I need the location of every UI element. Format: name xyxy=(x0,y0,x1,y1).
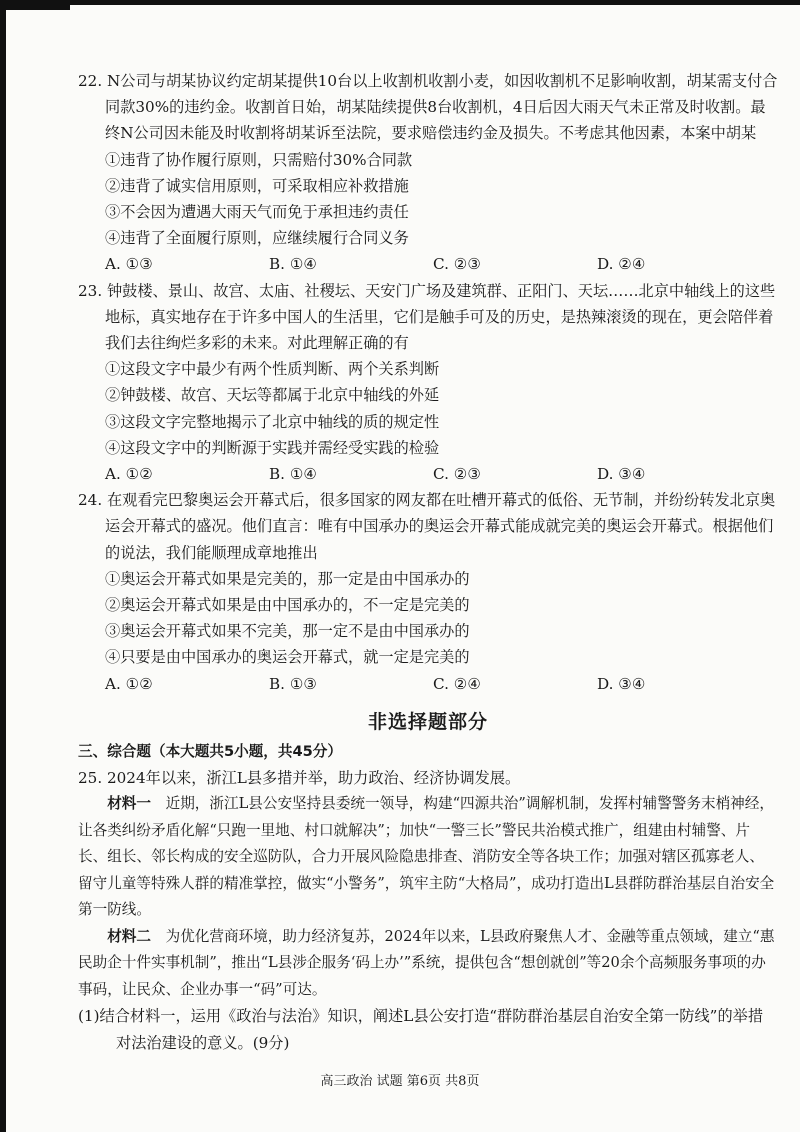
choice-d: D. ③④ xyxy=(597,674,646,693)
question-22-choices xyxy=(78,251,778,277)
choice-c: C. ②④ xyxy=(433,674,481,693)
choice-c: C. ②③ xyxy=(433,255,481,274)
question-23 xyxy=(78,278,778,488)
choice-a: A. ①② xyxy=(105,465,153,484)
question-23-option-3: ③这段文字完整地揭示了北京中轴线的质的规定性 xyxy=(105,412,440,431)
question-22 xyxy=(78,68,778,278)
choice-b: B. ①④ xyxy=(269,465,318,484)
material-2-label: 材料二 xyxy=(107,927,151,945)
choice-d: D. ②④ xyxy=(597,255,646,274)
material-1-label: 材料一 xyxy=(107,795,151,813)
part3-heading: 三、综合题（本大题共5小题，共45分） xyxy=(78,743,342,761)
question-22-option-4: ④违背了全面履行原则，应继续履行合同义务 xyxy=(105,229,409,248)
question-24-option-1: ①奥运会开幕式如果是完美的，那一定是由中国承办的 xyxy=(105,569,470,588)
question-25-sub-1: (1)结合材料一，运用《政治与法治》知识，阐述L县公安打造“群防群治基层自治安全第一防线”的举措对法治建设的意义。(9分) xyxy=(78,1007,764,1052)
question-24-option-3: ③奥运会开幕式如果不完美，那一定不是由中国承办的 xyxy=(105,622,470,641)
section-title: 非选择题部分 xyxy=(367,710,488,733)
question-25 xyxy=(78,765,778,1056)
question-23-stem: 23. 钟鼓楼、景山、故宫、太庙、社稷坛、天安门广场及建筑群、正阳门、天坛……北京中轴线上的这些地标，真实地存在于许多中国人的生活里，它们是触手可及的历史，是热辣滚烫的现在，更会陪伴着我们去往绚烂多彩的未来。对此理解正确的有 xyxy=(78,281,776,353)
choice-c: C. ②③ xyxy=(433,465,481,484)
choice-b: B. ①③ xyxy=(269,674,318,693)
question-23-option-1: ①这段文字中最少有两个性质判断、两个关系判断 xyxy=(105,360,440,379)
question-23-option-2: ②钟鼓楼、故宫、天坛等都属于北京中轴线的外延 xyxy=(105,386,440,405)
scan-border-top xyxy=(0,0,800,5)
question-25-stem: 25. 2024年以来，浙江L县多措并举，助力政治、经济协调发展。 xyxy=(78,769,521,788)
page-footer: 高三政治 试题 第6页 共8页 xyxy=(320,1074,480,1089)
material-1 xyxy=(78,791,778,924)
choice-b: B. ①④ xyxy=(269,255,318,274)
scan-border-left xyxy=(0,0,6,1132)
question-24 xyxy=(78,487,778,697)
question-24-option-4: ④只要是由中国承办的奥运会开幕式，就一定是完美的 xyxy=(105,648,470,667)
material-1-text: 近期，浙江L县公安坚持县委统一领导，构建“四源共治”调解机制，发挥村辅警警务末梢神经，让各类纠纷矛盾化解“只跑一里地、村口就解决”；加快“一警三长”警民共治模式推广，组建由村辅警、片长、组长、邻长构成的安全巡防队，合力开展风险隐患排查、消防安全等各块工作；加强对辖区孤寡老人、留守儿童等特殊人群的精准掌控，做实“小警务”，筑牢主防“大格局”，成功打造出L县群防群治基层自治安全第一防线。 xyxy=(78,795,775,919)
scan-corner xyxy=(0,0,70,10)
material-2-text: 为优化营商环境，助力经济复苏，2024年以来，L县政府聚焦人才、金融等重点领域，建立“惠民助企十件实事机制”，推出“L县涉企服务‘码上办’”系统，提供包含“想创就创”等20余个高频服务事项的办事码，让民众、企业办事一“码”可达。 xyxy=(78,927,775,998)
material-2 xyxy=(78,924,778,1004)
question-24-option-2: ②奥运会开幕式如果是由中国承办的，不一定是完美的 xyxy=(105,596,470,615)
question-23-choices xyxy=(78,461,778,487)
question-22-stem: 22. N公司与胡某协议约定胡某提供10台以上收割机收割小麦，如因收割机不足影响收割，胡某需支付合同款30%的违约金。收割首日始，胡某陆续提供8台收割机，4日后因大雨天气未正常及时收割。最终N公司因未能及时收割将胡某诉至法院，要求赔偿违约金及损失。不考虑其他因素，本案中胡某 xyxy=(78,72,778,143)
page-content xyxy=(78,68,778,1056)
question-23-option-4: ④这段文字中的判断源于实践并需经受实践的检验 xyxy=(105,438,440,457)
question-24-choices xyxy=(78,671,778,697)
question-22-option-3: ③不会因为遭遇大雨天气而免于承担违约责任 xyxy=(105,203,409,222)
choice-a: A. ①② xyxy=(105,674,153,693)
choice-a: A. ①③ xyxy=(105,255,153,274)
question-22-option-1: ①违背了协作履行原则，只需赔付30%合同款 xyxy=(105,150,413,169)
question-22-option-2: ②违背了诚实信用原则，可采取相应补救措施 xyxy=(105,176,409,195)
choice-d: D. ③④ xyxy=(597,465,646,484)
question-24-stem: 24. 在观看完巴黎奥运会开幕式后，很多国家的网友都在吐槽开幕式的低俗、无节制，并纷纷转发北京奥运会开幕式的盛况。他们直言：唯有中国承办的奥运会开幕式能成就完美的奥运会开幕式。根据他们的说法，我们能顺理成章地推出 xyxy=(78,491,776,562)
